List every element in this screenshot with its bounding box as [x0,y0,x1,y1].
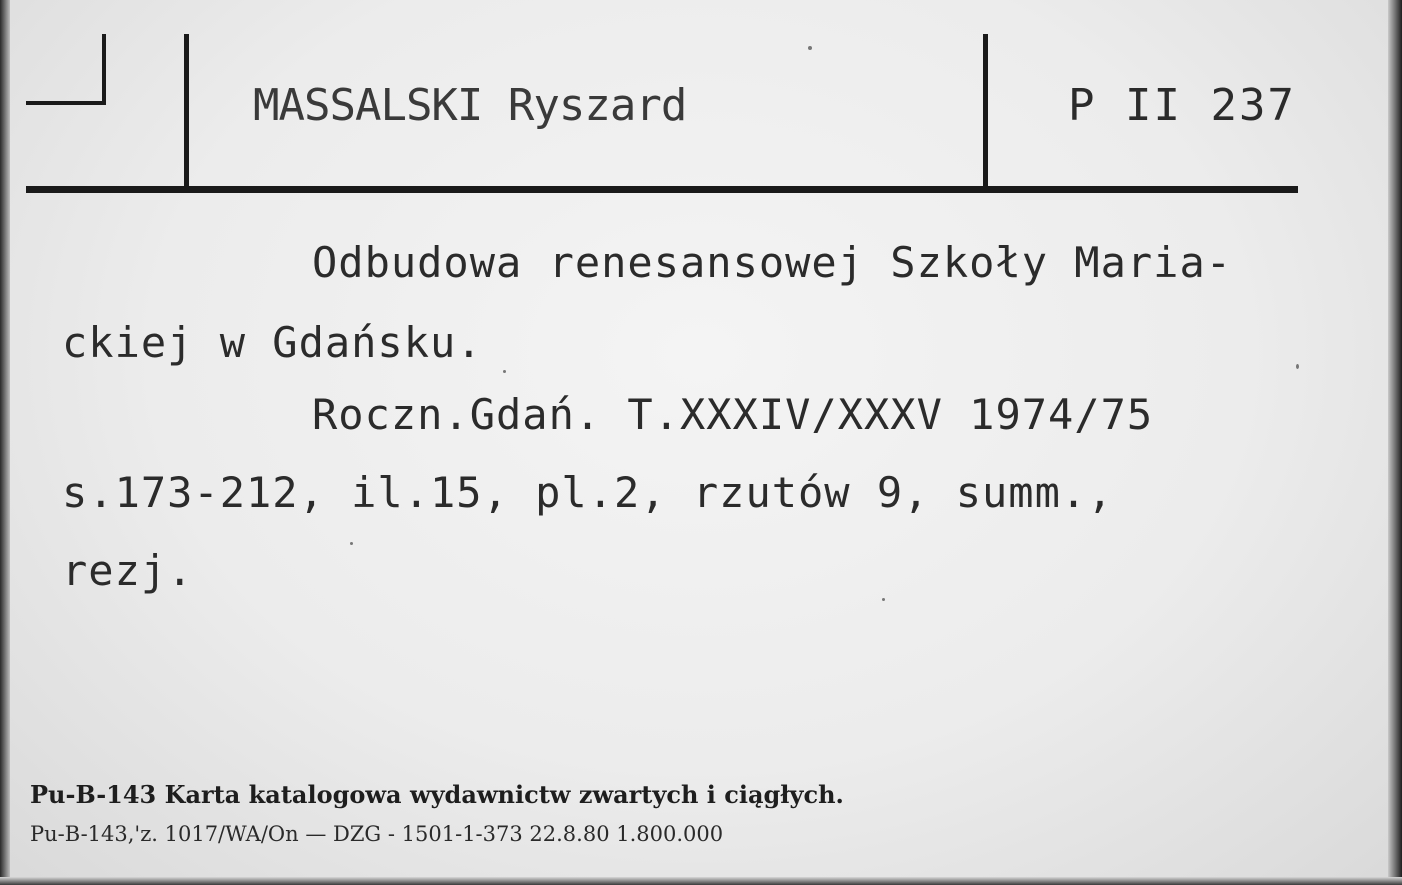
description-line: Roczn.Gdań. T.XXXIV/XXXV 1974/75 [312,390,1154,439]
corner-mark-vertical [102,34,106,105]
dust-speck [503,370,506,373]
header-divider-right [983,34,988,190]
corner-mark-horizontal [26,101,106,105]
form-title: Pu-B-143 Karta katalogowa wydawnictw zwartych i ciągłych. [30,780,844,809]
dust-speck [1296,364,1299,369]
print-info: Pu-B-143,'z. 1017/WA/On — DZG - 1501-1-373 22.8.80 1.800.000 [30,822,724,846]
dust-speck [808,46,812,50]
card-edge-right [1388,0,1402,885]
description-line: Odbudowa renesansowej Szkoły Maria- [312,238,1233,287]
dust-speck [350,542,353,545]
description-line: s.173-212, il.15, pl.2, rzutów 9, summ., [62,468,1114,517]
author-heading: MASSALSKI Ryszard [253,80,687,131]
description-line: ckiej w Gdańsku. [62,318,483,367]
shelfmark: P II 237 [1068,80,1296,131]
description-line: rezj. [62,546,194,595]
card-edge-bottom [0,877,1402,885]
header-rule [26,186,1298,193]
dust-speck [882,598,885,601]
header-divider-left [184,34,189,190]
card-edge-left [0,0,10,885]
